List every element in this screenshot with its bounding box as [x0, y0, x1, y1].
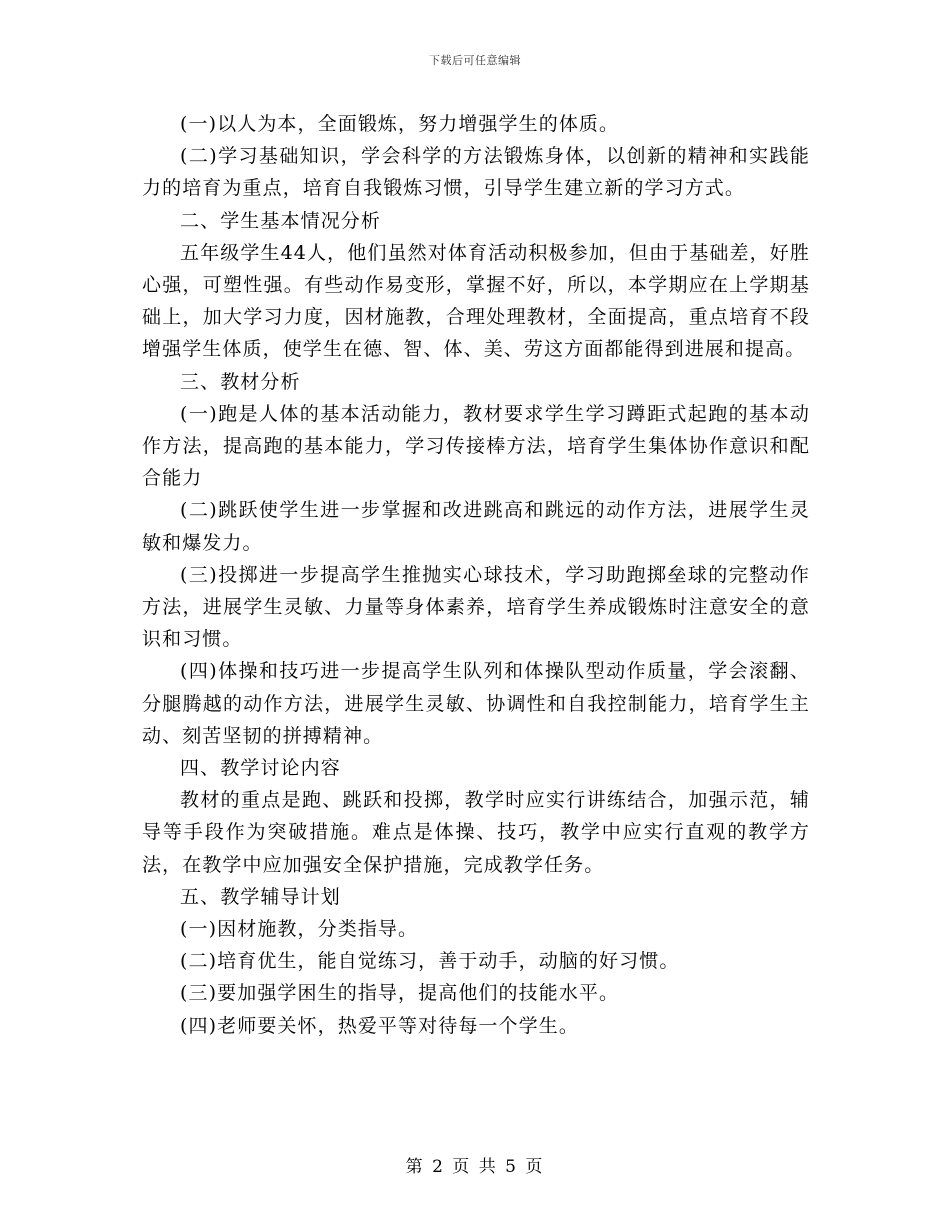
section-heading: 三、教材分析	[180, 370, 301, 393]
paragraph: (三)投掷进一步提高学生推抛实心球技术，学习助跑掷垒球的完整动作方法，进展学生灵敏、力量等身体素养，培育学生养成锻炼时注意安全的意识和习惯。	[142, 563, 810, 651]
paragraph: (四)体操和技巧进一步提高学生队列和体操队型动作质量，学会滚翻、分腿腾越的动作方法，进展学生灵敏、协调性和自我控制能力，培育学生主动、刻苦坚韧的拼搏精神。	[142, 660, 810, 747]
section-heading: 五、教学辅导计划	[180, 885, 341, 908]
paragraph: (二)学习基础知识，学会科学的方法锻炼身体，以创新的精神和实践能力的培育为重点，培育自我锻炼习惯，引导学生建立新的学习方式。	[142, 145, 810, 200]
paragraph: (二)培育优生，能自觉练习，善于动手，动脑的好习惯。	[180, 950, 680, 973]
paragraph: (三)要加强学困生的指导，提高他们的技能水平。	[180, 982, 620, 1005]
page-number: 第 2 页 共 5 页	[405, 1157, 545, 1177]
paragraph: (一)跑是人体的基本活动能力，教材要求学生学习蹲距式起跑的基本动作方法，提高跑的基本能力，学习传接棒方法，培育学生集体协作意识和配合能力	[142, 402, 810, 490]
section-heading: 四、教学讨论内容	[180, 757, 341, 780]
paragraph: (一)以人为本，全面锻炼，努力增强学生的体质。	[180, 113, 620, 135]
paragraph: (四)老师要关怀，热爱平等对待每一个学生。	[180, 1014, 579, 1037]
paragraph: 五年级学生44人，他们虽然对体育活动积极参加，但由于基础差，好胜心强，可塑性强。有些动作易变形，掌握不好，所以，本学期应在上学期基础上，加大学习力度，因材施教，合理处理教材，全面提高，重点培育不段增强学生体质，使学生在德、智、体、美、劳这方面都能得到进展和提高。	[142, 241, 810, 361]
paragraph: (二)跳跃使学生进一步掌握和改进跳高和跳远的动作方法，进展学生灵敏和爆发力。	[142, 499, 810, 554]
document-body	[142, 108, 810, 1042]
paragraph: 教材的重点是跑、跳跃和投掷，教学时应实行讲练结合，加强示范，辅导等手段作为突破措施。难点是体操、技巧，教学中应实行直观的教学方法，在教学中应加强安全保护措施，完成教学任务。	[142, 789, 810, 876]
section-heading: 二、学生基本情况分析	[180, 209, 382, 232]
page-header: 下载后可任意编辑	[429, 54, 521, 67]
paragraph: (一)因材施教，分类指导。	[180, 918, 419, 941]
